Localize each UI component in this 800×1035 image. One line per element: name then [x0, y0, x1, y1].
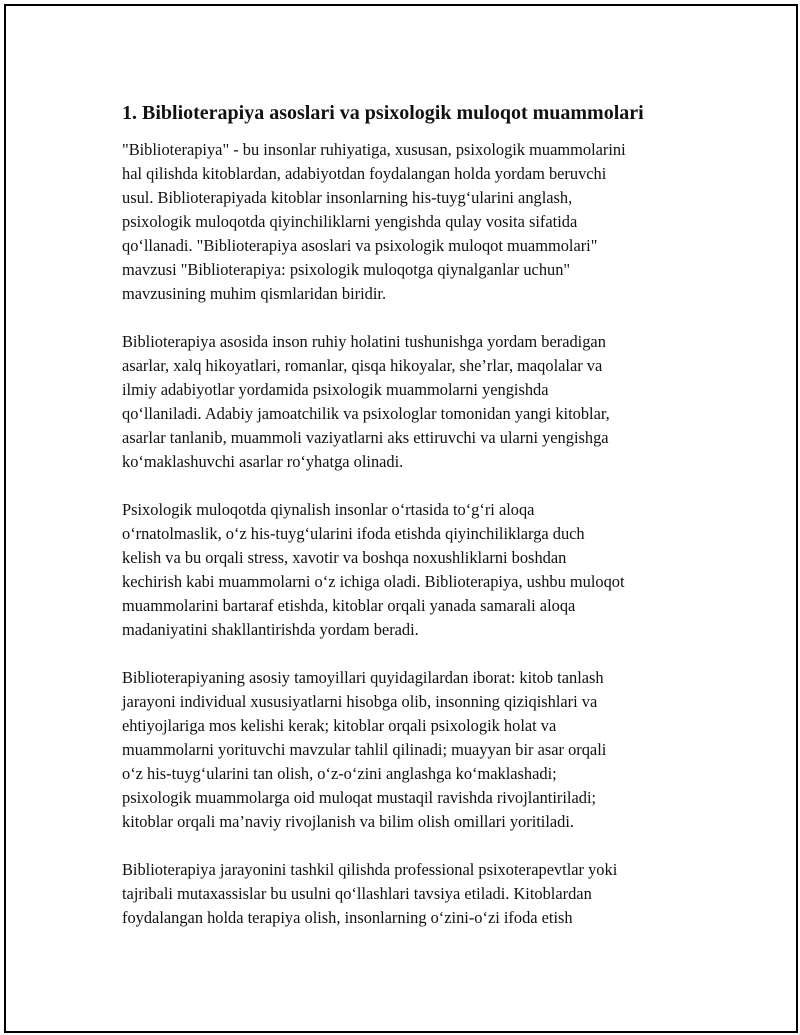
- text-line: psixologik muammolarga oid muloqat mustaqil ravishda rivojlantiriladi;: [122, 788, 597, 807]
- text-line: asarlar, xalq hikoyatlari, romanlar, qisqa hikoyalar, she’rlar, maqolalar va: [122, 356, 603, 375]
- text-line: asarlar tanlanib, muammoli vaziyatlarni aks ettiruvchi va ularni yengishga: [122, 428, 609, 447]
- text-line: Psixologik muloqotda qiynalish insonlar o‘rtasida to‘g‘ri aloqa: [122, 500, 535, 519]
- document-page: [4, 4, 798, 1033]
- text-line: psixologik muloqotda qiyinchiliklarni yengishda qulay vosita sifatida: [122, 212, 578, 231]
- text-line: hal qilishda kitoblardan, adabiyotdan foydalangan holda yordam beruvchi: [122, 164, 607, 183]
- document-content: [122, 98, 702, 954]
- text-line: tajribali mutaxassislar bu usulni qo‘llashlari tavsiya etiladi. Kitoblardan: [122, 884, 592, 903]
- text-line: kitoblar orqali ma’naviy rivojlanish va bilim olish omillari yoritiladi.: [122, 812, 575, 831]
- text-line: Biblioterapiya jarayonini tashkil qilishda professional psixoterapevtlar yoki: [122, 860, 618, 879]
- text-line: qo‘llanadi. "Biblioterapiya asoslari va psixologik muloqot muammolari": [122, 236, 598, 255]
- paragraph-2: [122, 330, 702, 474]
- text-line: kechirish kabi muammolarni o‘z ichiga oladi. Biblioterapiya, ushbu muloqot: [122, 572, 625, 591]
- text-line: o‘z his-tuyg‘ularini tan olish, o‘z-o‘zini anglashga ko‘maklashadi;: [122, 764, 557, 783]
- text-line: madaniyatini shakllantirishda yordam beradi.: [122, 620, 419, 639]
- paragraph-1: [122, 138, 702, 306]
- paragraph-3: [122, 498, 702, 642]
- text-line: muammolarini bartaraf etishda, kitoblar orqali yanada samarali aloqa: [122, 596, 576, 615]
- text-line: o‘rnatolmaslik, o‘z his-tuyg‘ularini ifoda etishda qiyinchiliklarga duch: [122, 524, 585, 543]
- text-line: "Biblioterapiya" - bu insonlar ruhiyatiga, xususan, psixologik muammolarini: [122, 140, 626, 159]
- paragraph-5: [122, 858, 702, 930]
- text-line: ko‘maklashuvchi asarlar ro‘yhatga olinadi.: [122, 452, 404, 471]
- text-line: ehtiyojlariga mos kelishi kerak; kitoblar orqali psixologik holat va: [122, 716, 557, 735]
- text-line: foydalangan holda terapiya olish, insonlarning o‘zini-o‘zi ifoda etish: [122, 908, 573, 927]
- text-line: mavzusi "Biblioterapiya: psixologik muloqotga qiynalganlar uchun": [122, 260, 571, 279]
- text-line: Biblioterapiyaning asosiy tamoyillari quyidagilardan iborat: kitob tanlash: [122, 668, 604, 687]
- text-line: usul. Biblioterapiyada kitoblar insonlarning his-tuyg‘ularini anglash,: [122, 188, 573, 207]
- text-line: jarayoni individual xususiyatlarni hisobga olib, insonning qiziqishlari va: [122, 692, 598, 711]
- text-line: mavzusining muhim qismlaridan biridir.: [122, 284, 387, 303]
- section-heading: 1. Biblioterapiya asoslari va psixologik muloqot muammolari: [122, 102, 644, 124]
- text-line: Biblioterapiya asosida inson ruhiy holatini tushunishga yordam beradigan: [122, 332, 606, 351]
- text-line: ilmiy adabiyotlar yordamida psixologik muammolarni yengishda: [122, 380, 549, 399]
- text-line: muammolarni yorituvchi mavzular tahlil qilinadi; muayyan bir asar orqali: [122, 740, 607, 759]
- text-line: qo‘llaniladi. Adabiy jamoatchilik va psixologlar tomonidan yangi kitoblar,: [122, 404, 610, 423]
- text-line: kelish va bu orqali stress, xavotir va boshqa noxushliklarni boshdan: [122, 548, 567, 567]
- paragraph-4: [122, 666, 702, 834]
